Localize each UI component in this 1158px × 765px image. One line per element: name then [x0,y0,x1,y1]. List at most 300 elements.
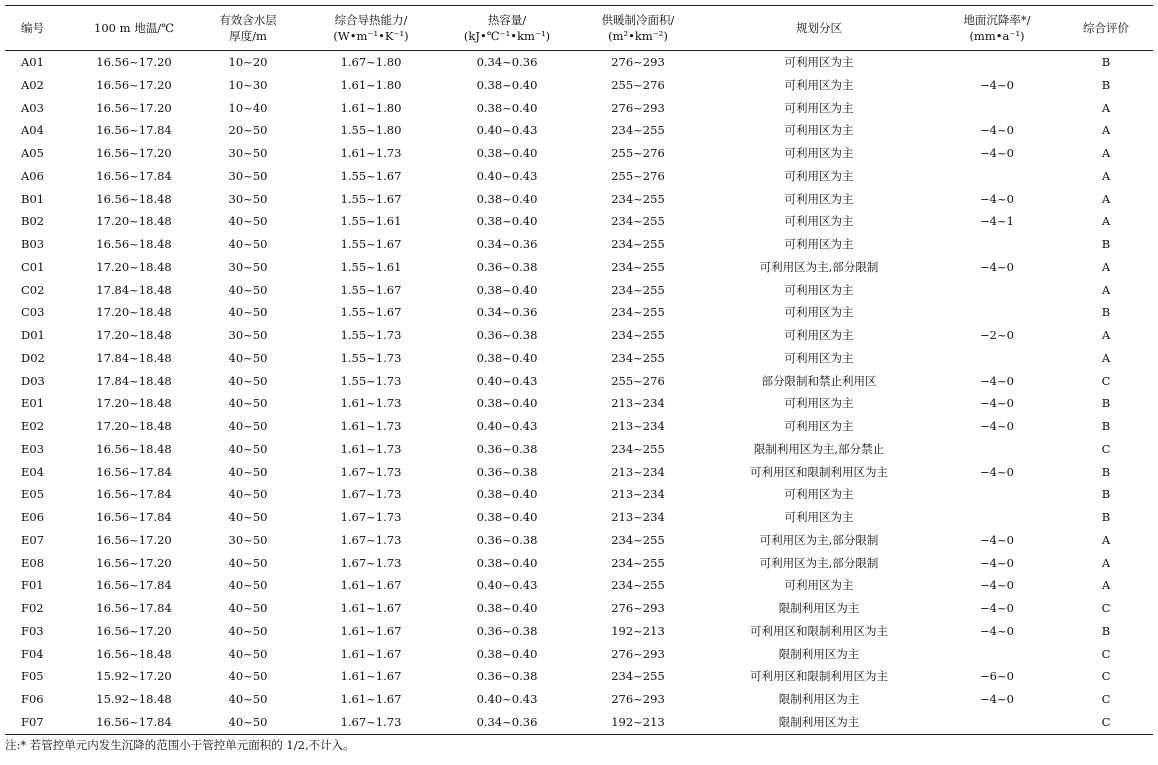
cell-overall-rating: A [1101,191,1111,206]
cell-unit-id: A04 [21,123,44,138]
cell-overall-rating: C [1101,646,1111,661]
cell-subsidence-rate: −4~0 [980,419,1014,433]
cell-unit-id: F03 [21,623,44,638]
cell-aquifer-thickness: 30~50 [228,328,268,342]
cell-aquifer-thickness: 40~50 [195,711,301,734]
cell-planning-zone: 可利用区为主 [784,396,854,411]
cell-aquifer-thickness: 40~50 [228,419,268,433]
cell-overall-rating: C [1059,711,1153,734]
cell-thermal-conductivity: 1.55~1.73 [340,328,402,342]
table-row [5,665,1153,688]
cell-overall-rating: B [1101,237,1111,251]
table-row [5,233,1153,256]
table-row [5,370,1153,393]
cell-heat-capacity: 0.36~0.38 [476,464,538,479]
cell-unit-id: F07 [5,711,73,734]
cell-ground-temp: 16.56~18.48 [96,191,172,206]
table-row [5,324,1153,347]
cell-subsidence-rate: −4~0 [980,464,1014,479]
cell-overall-rating: A [1101,259,1111,274]
cell-heating-area: 234~255 [611,555,665,570]
cell-planning-zone: 可利用区为主 [784,123,854,138]
cell-ground-temp: 16.56~17.84 [96,168,172,183]
cell-planning-zone: 可利用区为主 [784,305,854,320]
cell-overall-rating: A [1101,350,1111,365]
cell-unit-id: F01 [21,578,44,593]
cell-thermal-conductivity: 1.61~1.80 [340,77,402,92]
cell-overall-rating: A [1101,146,1111,160]
cell-heat-capacity: 0.40~0.43 [476,168,538,183]
cell-ground-temp: 16.56~18.48 [96,646,172,661]
cell-aquifer-thickness: 10~30 [228,77,268,92]
cell-subsidence-rate: −4~0 [980,373,1014,388]
cell-heating-area: 276~293 [611,55,665,69]
cell-ground-temp: 16.56~17.84 [96,510,172,524]
cell-ground-temp: 16.56~17.20 [96,100,172,115]
cell-ground-temp: 16.56~17.84 [96,578,172,593]
cell-overall-rating: B [1101,487,1111,502]
cell-heat-capacity: 0.34~0.36 [476,55,538,69]
cell-aquifer-thickness: 30~50 [228,146,268,160]
cell-ground-temp: 17.20~18.48 [96,214,172,229]
cell-heat-capacity: 0.38~0.40 [476,555,538,570]
cell-ground-temp: 16.56~17.20 [96,623,172,638]
cell-unit-id: D01 [21,328,45,342]
cell-overall-rating: C [1101,441,1111,456]
cell-overall-rating: C [1101,692,1111,706]
cell-aquifer-thickness: 20~50 [228,123,268,138]
cell-thermal-conductivity: 1.61~1.67 [340,646,402,661]
cell-thermal-conductivity: 1.55~1.73 [340,373,402,388]
header-subsidence-rate: 地面沉降率*/ (mm•a⁻¹) [935,6,1059,51]
cell-ground-temp: 17.84~18.48 [96,350,172,365]
cell-overall-rating: A [1101,214,1111,229]
cell-heat-capacity: 0.34~0.36 [441,711,573,734]
cell-planning-zone: 限制利用区为主 [778,692,860,706]
cell-heat-capacity: 0.38~0.40 [476,487,538,502]
cell-heat-capacity: 0.40~0.43 [476,123,538,138]
table-row [5,188,1153,211]
cell-subsidence-rate: −6~0 [980,669,1014,684]
cell-overall-rating: B [1101,464,1111,479]
cell-planning-zone: 可利用区为主 [784,237,854,251]
cell-planning-zone: 可利用区为主 [784,191,854,206]
table-row [5,210,1153,233]
cell-planning-zone: 可利用区为主 [784,100,854,115]
cell-aquifer-thickness: 10~20 [228,55,268,69]
table-row [5,119,1153,142]
cell-unit-id: E04 [21,464,45,479]
cell-unit-id: E03 [21,441,45,456]
table-body [5,51,1153,735]
cell-unit-id: B02 [21,214,45,229]
cell-thermal-conductivity: 1.55~1.73 [340,350,402,365]
cell-overall-rating: C [1101,601,1111,615]
header-heating-area: 供暖制冷面积/ (m²•km⁻²) [573,6,703,51]
cell-aquifer-thickness: 30~50 [228,168,268,183]
table-row [5,461,1153,484]
cell-heating-area: 276~293 [611,646,665,661]
table-row [5,529,1153,552]
cell-unit-id: E05 [21,487,45,502]
cell-planning-zone: 可利用区为主,部分限制 [759,555,879,570]
cell-planning-zone: 可利用区为主 [784,487,854,502]
cell-heat-capacity: 0.36~0.38 [476,259,538,274]
cell-aquifer-thickness: 40~50 [228,464,268,479]
cell-planning-zone: 可利用区和限制利用区为主 [750,623,888,638]
cell-ground-temp: 16.56~17.84 [73,711,195,734]
cell-heating-area: 192~213 [573,711,703,734]
cell-heat-capacity: 0.40~0.43 [476,692,538,706]
cell-overall-rating: B [1101,77,1111,92]
cell-overall-rating: B [1101,510,1111,524]
cell-heating-area: 234~255 [611,532,665,547]
table-row [5,392,1153,415]
header-id: 编号 [5,6,73,51]
cell-overall-rating: B [1101,419,1111,433]
cell-heating-area: 234~255 [611,259,665,274]
cell-aquifer-thickness: 40~50 [228,396,268,411]
cell-thermal-conductivity: 1.61~1.67 [340,623,402,638]
cell-thermal-conductivity: 1.67~1.73 [340,464,402,479]
cell-heat-capacity: 0.38~0.40 [476,100,538,115]
cell-heating-area: 213~234 [611,419,665,433]
cell-planning-zone: 可利用区为主 [784,214,854,229]
cell-heat-capacity: 0.38~0.40 [476,601,538,615]
cell-planning-zone: 可利用区为主 [784,282,854,297]
table-row [5,438,1153,461]
cell-heating-area: 192~213 [611,623,665,638]
cell-unit-id: E08 [21,555,45,570]
cell-thermal-conductivity: 1.67~1.80 [340,55,402,69]
header-planning-zone: 规划分区 [703,6,935,51]
cell-unit-id: B03 [21,237,45,251]
cell-thermal-conductivity: 1.55~1.67 [340,168,402,183]
cell-planning-zone: 可利用区和限制利用区为主 [750,669,888,684]
cell-heat-capacity: 0.38~0.40 [476,646,538,661]
cell-subsidence-rate: −4~1 [980,214,1014,229]
cell-aquifer-thickness: 40~50 [228,623,268,638]
cell-unit-id: F06 [21,692,44,706]
cell-planning-zone: 限制利用区为主 [703,711,935,734]
table-row [5,506,1153,529]
cell-thermal-conductivity: 1.61~1.67 [340,578,402,593]
cell-thermal-conductivity: 1.55~1.67 [340,282,402,297]
table-row [5,620,1153,643]
cell-aquifer-thickness: 40~50 [228,282,268,297]
cell-aquifer-thickness: 40~50 [228,350,268,365]
table-row [5,597,1153,620]
cell-aquifer-thickness: 40~50 [228,305,268,320]
cell-heating-area: 213~234 [611,510,665,524]
cell-aquifer-thickness: 40~50 [228,578,268,593]
cell-heating-area: 255~276 [611,168,665,183]
cell-aquifer-thickness: 40~50 [228,669,268,684]
cell-aquifer-thickness: 40~50 [228,646,268,661]
header-row [5,6,1153,51]
cell-subsidence-rate [935,279,1059,302]
cell-aquifer-thickness: 40~50 [228,555,268,570]
cell-unit-id: D02 [21,350,45,365]
table-row [5,574,1153,597]
cell-subsidence-rate [935,165,1059,188]
cell-aquifer-thickness: 40~50 [228,237,268,251]
cell-unit-id: A06 [21,168,44,183]
table-row [5,51,1153,74]
cell-heat-capacity: 0.38~0.40 [476,214,538,229]
cell-planning-zone: 可利用区为主 [784,350,854,365]
cell-aquifer-thickness: 40~50 [228,214,268,229]
cell-ground-temp: 16.56~17.20 [96,532,172,547]
cell-heating-area: 255~276 [611,373,665,388]
cell-unit-id: E01 [21,396,45,411]
cell-subsidence-rate: −4~0 [980,396,1014,411]
cell-unit-id: D03 [21,373,45,388]
cell-aquifer-thickness: 40~50 [228,692,268,706]
table-row [5,97,1153,120]
header-thermal-conductivity: 综合导热能力/ (W•m⁻¹•K⁻¹) [301,6,441,51]
cell-thermal-conductivity: 1.55~1.67 [340,305,402,320]
cell-overall-rating: A [1101,328,1111,342]
cell-thermal-conductivity: 1.67~1.73 [340,487,402,502]
cell-unit-id: F04 [21,646,44,661]
cell-overall-rating: A [1101,578,1111,593]
cell-subsidence-rate [935,643,1059,666]
cell-planning-zone: 部分限制和禁止利用区 [761,373,877,388]
cell-heating-area: 276~293 [611,100,665,115]
cell-planning-zone: 可利用区为主 [784,55,854,69]
data-table [5,5,1153,735]
cell-heat-capacity: 0.34~0.36 [476,237,538,251]
cell-heating-area: 234~255 [611,237,665,251]
cell-thermal-conductivity: 1.61~1.73 [340,419,402,433]
cell-heat-capacity: 0.38~0.40 [476,146,538,160]
cell-heating-area: 234~255 [611,214,665,229]
cell-ground-temp: 16.56~17.84 [96,601,172,615]
cell-ground-temp: 16.56~18.48 [96,441,172,456]
cell-thermal-conductivity: 1.61~1.73 [340,441,402,456]
cell-thermal-conductivity: 1.55~1.80 [340,123,402,138]
cell-planning-zone: 限制利用区为主 [778,646,860,661]
cell-heating-area: 255~276 [611,77,665,92]
cell-heating-area: 234~255 [611,123,665,138]
cell-heating-area: 213~234 [611,396,665,411]
table-row [5,711,1153,734]
cell-thermal-conductivity: 1.67~1.73 [340,532,402,547]
table-row [5,688,1153,711]
table-row [5,347,1153,370]
cell-ground-temp: 17.84~18.48 [96,282,172,297]
cell-planning-zone: 可利用区为主 [784,419,854,433]
cell-subsidence-rate [935,438,1059,461]
cell-ground-temp: 15.92~17.20 [96,669,172,684]
cell-heating-area: 234~255 [611,669,665,684]
cell-thermal-conductivity: 1.55~1.67 [340,191,402,206]
cell-heat-capacity: 0.38~0.40 [476,77,538,92]
cell-thermal-conductivity: 1.61~1.67 [340,692,402,706]
cell-ground-temp: 17.20~18.48 [96,259,172,274]
cell-aquifer-thickness: 30~50 [228,259,268,274]
cell-unit-id: A05 [21,146,44,160]
cell-overall-rating: B [1101,305,1111,320]
cell-planning-zone: 可利用区为主,部分限制 [759,532,879,547]
table-footnote: 注:* 若管控单元内发生沉降的范围小于管控单元面积的 1/2,不计入。 [5,737,355,752]
header-ground-temp: 100 m 地温/℃ [73,6,195,51]
cell-planning-zone: 可利用区为主,部分限制 [759,259,879,274]
cell-heating-area: 234~255 [611,350,665,365]
cell-planning-zone: 可利用区为主 [784,77,854,92]
cell-heat-capacity: 0.40~0.43 [476,373,538,388]
cell-aquifer-thickness: 10~40 [228,100,268,115]
cell-ground-temp: 16.56~17.20 [96,55,172,69]
cell-subsidence-rate [935,347,1059,370]
table-row [5,165,1153,188]
cell-heat-capacity: 0.38~0.40 [476,282,538,297]
cell-unit-id: C01 [21,259,45,274]
cell-thermal-conductivity: 1.61~1.73 [340,396,402,411]
cell-aquifer-thickness: 40~50 [228,601,268,615]
cell-subsidence-rate: −4~0 [980,623,1014,638]
cell-planning-zone: 可利用区为主 [784,146,854,160]
cell-ground-temp: 16.56~17.84 [96,464,172,479]
cell-aquifer-thickness: 40~50 [228,510,268,524]
cell-unit-id: A02 [21,77,44,92]
cell-unit-id: A01 [21,55,44,69]
cell-ground-temp: 16.56~17.20 [96,146,172,160]
cell-planning-zone: 可利用区为主 [784,510,854,524]
cell-ground-temp: 16.56~18.48 [96,237,172,251]
cell-ground-temp: 16.56~17.20 [96,555,172,570]
header-overall-rating: 综合评价 [1059,6,1153,51]
cell-heat-capacity: 0.34~0.36 [476,305,538,320]
cell-ground-temp: 17.20~18.48 [96,328,172,342]
cell-heat-capacity: 0.36~0.38 [476,532,538,547]
cell-ground-temp: 17.20~18.48 [96,305,172,320]
cell-planning-zone: 可利用区为主 [784,328,854,342]
cell-unit-id: C03 [21,305,45,320]
cell-subsidence-rate [935,506,1059,529]
cell-subsidence-rate: −4~0 [980,191,1014,206]
cell-subsidence-rate: −4~0 [980,601,1014,615]
cell-planning-zone: 可利用区和限制利用区为主 [750,464,888,479]
cell-subsidence-rate: −4~0 [980,77,1014,92]
cell-planning-zone: 限制利用区为主 [778,601,860,615]
cell-thermal-conductivity: 1.67~1.73 [340,510,402,524]
cell-subsidence-rate: −4~0 [980,532,1014,547]
cell-subsidence-rate [935,97,1059,120]
cell-heating-area: 234~255 [611,282,665,297]
cell-unit-id: F05 [21,669,44,684]
cell-heating-area: 276~293 [611,601,665,615]
cell-thermal-conductivity: 1.67~1.73 [340,555,402,570]
cell-heating-area: 234~255 [611,441,665,456]
cell-heating-area: 255~276 [611,146,665,160]
cell-planning-zone: 限制利用区为主,部分禁止 [753,441,885,456]
table-row [5,142,1153,165]
table-row [5,74,1153,97]
cell-aquifer-thickness: 30~50 [228,532,268,547]
cell-unit-id: E07 [21,532,45,547]
cell-heat-capacity: 0.36~0.38 [476,623,538,638]
cell-subsidence-rate [935,711,1059,734]
cell-subsidence-rate: −4~0 [980,123,1014,138]
table-row [5,643,1153,666]
cell-unit-id: E06 [21,510,45,524]
table-row [5,256,1153,279]
cell-thermal-conductivity: 1.61~1.73 [340,146,402,160]
cell-overall-rating: B [1101,396,1111,411]
cell-aquifer-thickness: 40~50 [228,441,268,456]
table-row [5,483,1153,506]
cell-planning-zone: 可利用区为主 [784,578,854,593]
cell-ground-temp: 16.56~17.20 [96,77,172,92]
cell-ground-temp: 15.92~18.48 [96,692,172,706]
table-row [5,279,1153,302]
cell-subsidence-rate [935,301,1059,324]
cell-aquifer-thickness: 40~50 [228,487,268,502]
cell-heating-area: 234~255 [611,191,665,206]
cell-overall-rating: C [1101,373,1111,388]
cell-planning-zone: 可利用区为主 [784,168,854,183]
cell-subsidence-rate: −2~0 [980,328,1014,342]
cell-subsidence-rate [935,483,1059,506]
cell-heating-area: 234~255 [611,305,665,320]
cell-unit-id: C02 [21,282,45,297]
cell-heat-capacity: 0.36~0.38 [476,441,538,456]
cell-unit-id: B01 [21,191,45,206]
cell-overall-rating: A [1101,123,1111,138]
cell-heat-capacity: 0.40~0.43 [476,578,538,593]
cell-overall-rating: A [1101,555,1111,570]
cell-heat-capacity: 0.38~0.40 [476,191,538,206]
cell-subsidence-rate [935,51,1059,74]
table-row [5,415,1153,438]
cell-ground-temp: 16.56~17.84 [96,123,172,138]
cell-unit-id: F02 [21,601,44,615]
cell-subsidence-rate: −4~0 [980,259,1014,274]
cell-thermal-conductivity: 1.61~1.67 [340,601,402,615]
cell-heat-capacity: 0.40~0.43 [476,419,538,433]
cell-subsidence-rate: −4~0 [980,578,1014,593]
header-heat-capacity: 热容量/ (kJ•℃⁻¹•km⁻¹) [441,6,573,51]
cell-thermal-conductivity: 1.61~1.80 [340,100,402,115]
cell-thermal-conductivity: 1.55~1.61 [340,214,402,229]
cell-overall-rating: B [1101,623,1111,638]
cell-unit-id: A03 [21,100,44,115]
cell-thermal-conductivity: 1.67~1.73 [301,711,441,734]
cell-overall-rating: A [1101,282,1111,297]
cell-heating-area: 276~293 [611,692,665,706]
cell-overall-rating: A [1101,168,1111,183]
cell-overall-rating: A [1101,532,1111,547]
cell-overall-rating: A [1101,100,1111,115]
cell-thermal-conductivity: 1.55~1.67 [340,237,402,251]
table-row [5,301,1153,324]
cell-overall-rating: B [1101,55,1111,69]
cell-heat-capacity: 0.38~0.40 [476,350,538,365]
cell-ground-temp: 17.84~18.48 [96,373,172,388]
table-row [5,552,1153,575]
cell-heating-area: 234~255 [611,578,665,593]
cell-ground-temp: 16.56~17.84 [96,487,172,502]
cell-overall-rating: C [1101,669,1111,684]
cell-heat-capacity: 0.38~0.40 [476,396,538,411]
cell-heat-capacity: 0.36~0.38 [476,669,538,684]
cell-subsidence-rate: −4~0 [980,146,1014,160]
cell-ground-temp: 17.20~18.48 [96,419,172,433]
cell-subsidence-rate: −4~0 [980,555,1014,570]
cell-aquifer-thickness: 30~50 [228,191,268,206]
